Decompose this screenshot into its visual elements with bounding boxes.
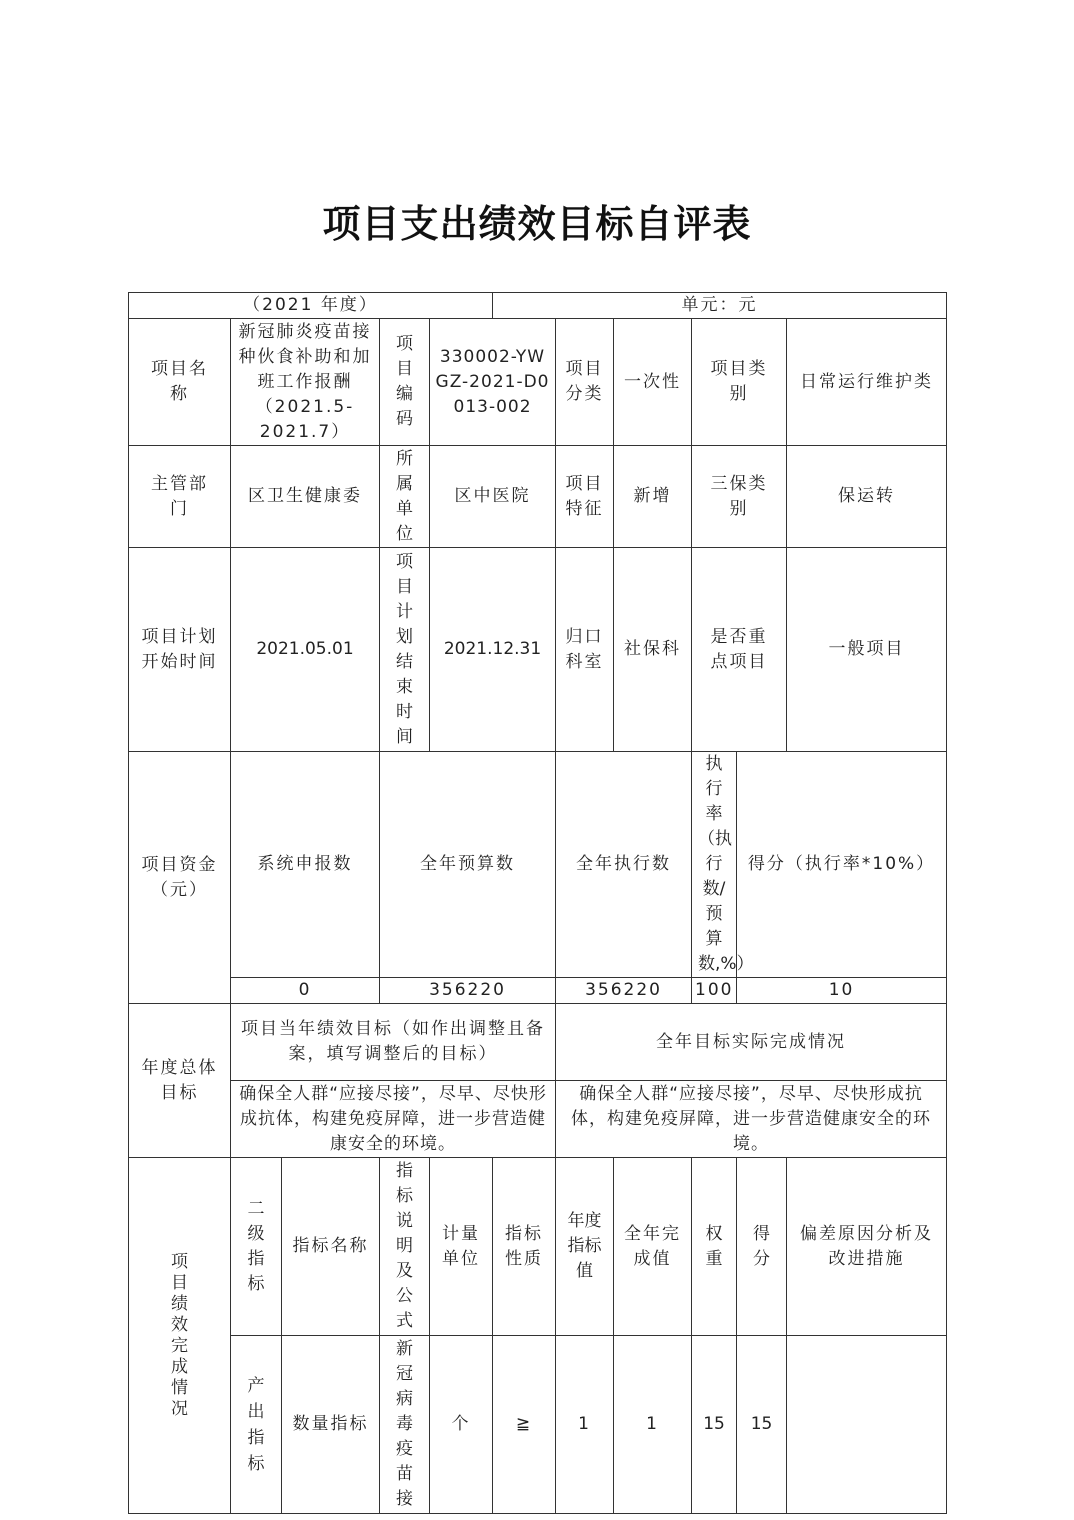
project-name: 新冠肺炎疫苗接种伙食补助和加班工作报酬（2021.5-2021.7） — [231, 319, 380, 446]
funds-executed: 356220 — [556, 978, 692, 1004]
annual-target-header: 项目当年绩效目标（如作出调整且备案，填写调整后的目标） — [231, 1004, 556, 1081]
sanbao-label: 三保类别 — [692, 446, 787, 548]
perf-weight: 15 — [692, 1336, 737, 1514]
funds-budget: 356220 — [380, 978, 556, 1004]
end-label: 项目计划结束时间 — [380, 548, 430, 752]
office-label: 归口科室 — [556, 548, 614, 752]
project-type-label: 项目类别 — [692, 319, 787, 446]
table-row — [129, 1336, 947, 1514]
key-project-label: 是否重点项目 — [692, 548, 787, 752]
funds-rate-header: 执行率（执行数/预算数,%） — [692, 752, 737, 978]
annual-actual-header: 全年目标实际完成情况 — [556, 1004, 947, 1081]
unit-name-label: 所属单位 — [380, 446, 430, 548]
funds-declared: 0 — [231, 978, 380, 1004]
perf-weight-header: 权重 — [692, 1158, 737, 1336]
perf-actual-header: 全年完成值 — [614, 1158, 692, 1336]
project-category: 一次性 — [614, 319, 692, 446]
dept: 区卫生健康委 — [231, 446, 380, 548]
self-evaluation-form — [128, 292, 947, 1514]
unit-label: 单元：元 — [493, 293, 947, 319]
perf-unit: 个 — [430, 1336, 493, 1514]
annual-actual: 确保全人群“应接尽接”，尽早、尽快形成抗体，构建免疫屏障，进一步营造健康安全的环境。 — [556, 1081, 947, 1158]
perf-desc: 新冠病毒疫苗接 — [380, 1336, 430, 1514]
perf-nature-header: 指标性质 — [493, 1158, 556, 1336]
funds-label: 项目资金（元） — [129, 752, 231, 1004]
year-label: （2021 年度） — [129, 293, 493, 319]
project-code-label: 项目编码 — [380, 319, 430, 446]
start-label: 项目计划开始时间 — [129, 548, 231, 752]
office: 社保科 — [614, 548, 692, 752]
funds-score-header: 得分（执行率*10%） — [737, 752, 947, 978]
end-date: 2021.12.31 — [430, 548, 556, 752]
sanbao: 保运转 — [787, 446, 947, 548]
perf-desc-header: 指标说明及公式 — [380, 1158, 430, 1336]
funds-declared-header: 系统申报数 — [231, 752, 380, 978]
perf-unit-header: 计量单位 — [430, 1158, 493, 1336]
dept-label: 主管部门 — [129, 446, 231, 548]
perf-reason — [787, 1336, 947, 1514]
annual-goal-label: 年度总体目标 — [129, 1004, 231, 1158]
unit-name: 区中医院 — [430, 446, 556, 548]
project-name-label: 项目名称 — [129, 319, 231, 446]
perf-reason-header: 偏差原因分析及改进措施 — [787, 1158, 947, 1336]
funds-budget-header: 全年预算数 — [380, 752, 556, 978]
perf-annual-header: 年度指标值 — [556, 1158, 614, 1336]
feature: 新增 — [614, 446, 692, 548]
funds-executed-header: 全年执行数 — [556, 752, 692, 978]
annual-target: 确保全人群“应接尽接”，尽早、尽快形成抗体，构建免疫屏障，进一步营造健康安全的环境。 — [231, 1081, 556, 1158]
perf-level2: 产出指标 — [231, 1336, 282, 1514]
perf-score-header: 得分 — [737, 1158, 787, 1336]
perf-nature: ≧ — [493, 1336, 556, 1514]
perf-level2-header: 二级指标 — [231, 1158, 282, 1336]
project-code: 330002-YWGZ-2021-D0013-002 — [430, 319, 556, 446]
perf-name-header: 指标名称 — [282, 1158, 380, 1336]
perf-score: 15 — [737, 1336, 787, 1514]
perf-actual: 1 — [614, 1336, 692, 1514]
funds-score: 10 — [737, 978, 947, 1004]
page-title: 项目支出绩效目标自评表 — [322, 201, 752, 246]
perf-name: 数量指标 — [282, 1336, 380, 1514]
project-category-label: 项目分类 — [556, 319, 614, 446]
start-date: 2021.05.01 — [231, 548, 380, 752]
project-type: 日常运行维护类 — [787, 319, 947, 446]
feature-label: 项目特征 — [556, 446, 614, 548]
key-project: 一般项目 — [787, 548, 947, 752]
funds-rate: 100 — [692, 978, 737, 1004]
perf-annual: 1 — [556, 1336, 614, 1514]
perf-label: 项目绩效完成情况 — [129, 1158, 231, 1514]
